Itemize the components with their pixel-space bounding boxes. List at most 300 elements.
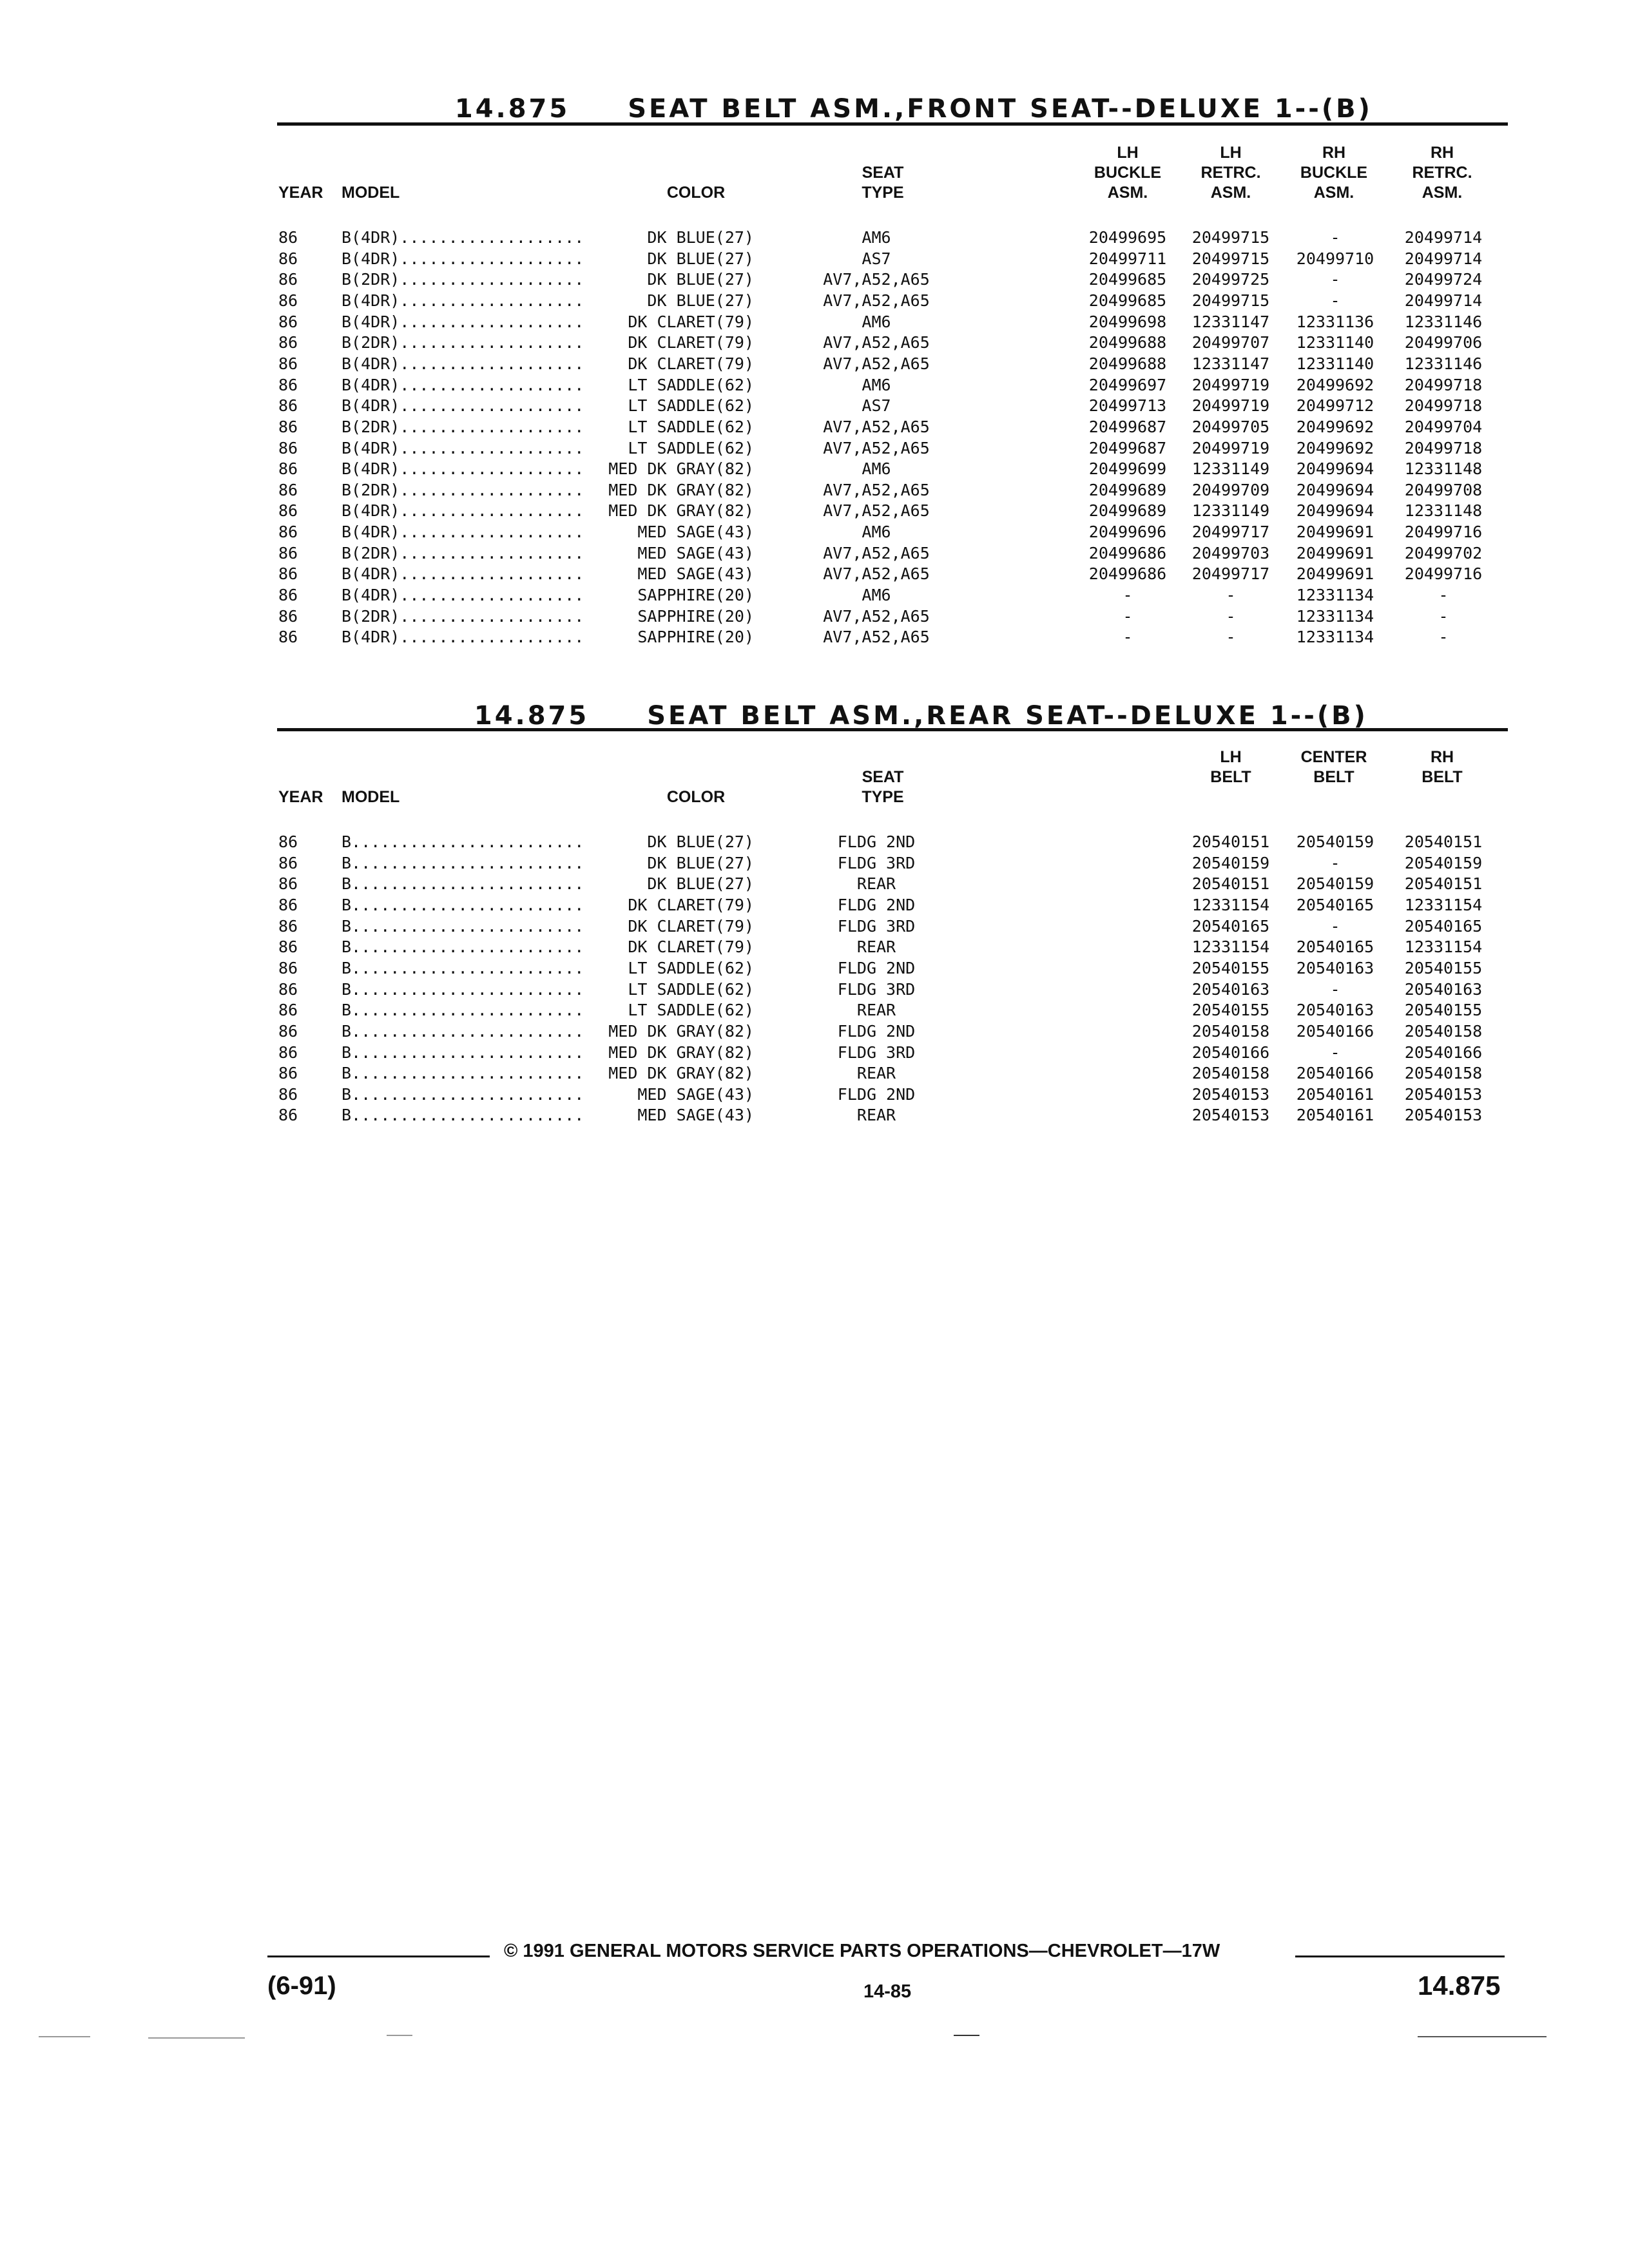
front-header-color: COLOR — [666, 184, 726, 202]
scan-speck — [39, 2036, 90, 2037]
color-cell: DK BLUE(27) — [647, 228, 754, 247]
seat-type-cell: AV7,A52,A65 — [823, 417, 930, 436]
rear-table-row — [0, 999, 1629, 1021]
seat-type-cell: AV7,A52,A65 — [823, 606, 930, 626]
model-cell: B........................ — [342, 1043, 584, 1062]
center-belt-cell: 20540166 — [1296, 1021, 1374, 1041]
year-cell: 86 — [278, 853, 298, 872]
rh-buckle-asm-cell: 20499712 — [1296, 396, 1374, 416]
seat-type-cell: FLDG 2ND — [837, 1021, 916, 1041]
rear-header-lh-belt: LH BELT — [1210, 748, 1251, 786]
rear-table-row — [0, 1021, 1629, 1042]
front-table-row — [0, 437, 1629, 459]
front-table-row — [0, 248, 1629, 269]
rear-table-row — [0, 957, 1629, 979]
year-cell: 86 — [278, 438, 298, 457]
year-cell: 86 — [278, 564, 298, 584]
scan-speck — [387, 2035, 412, 2036]
seat-type-cell: FLDG 2ND — [837, 895, 916, 914]
year-cell: 86 — [278, 937, 298, 957]
year-cell: 86 — [278, 417, 298, 436]
lh-retrc-asm-cell: 20499715 — [1191, 249, 1270, 268]
rh-retrc-asm-cell: 20499708 — [1404, 480, 1483, 499]
front-table-row — [0, 353, 1629, 374]
rh-retrc-asm-cell: 12331148 — [1404, 459, 1483, 479]
rh-belt-cell: 20540151 — [1404, 832, 1483, 851]
lh-retrc-asm-cell: 20499709 — [1191, 480, 1270, 499]
model-cell: B........................ — [342, 832, 584, 851]
model-cell: B(4DR)................... — [342, 249, 584, 268]
lh-buckle-asm-cell: 20499686 — [1088, 564, 1167, 584]
seat-type-cell: AV7,A52,A65 — [823, 501, 930, 521]
rh-buckle-asm-cell: 20499692 — [1296, 438, 1374, 457]
model-cell: B(4DR)................... — [342, 586, 584, 605]
front-top-rule — [277, 122, 1508, 126]
center-belt-cell: 20540159 — [1296, 874, 1374, 894]
color-cell: DK CLARET(79) — [628, 312, 754, 331]
rh-buckle-asm-cell: 12331136 — [1296, 312, 1374, 331]
footer-rule-left — [267, 1956, 490, 1957]
lh-retrc-asm-cell: 20499719 — [1191, 375, 1270, 394]
color-cell: DK BLUE(27) — [647, 291, 754, 310]
year-cell: 86 — [278, 228, 298, 247]
model-cell: B(2DR)................... — [342, 333, 584, 352]
rh-belt-cell: 20540158 — [1404, 1064, 1483, 1083]
seat-type-cell: AV7,A52,A65 — [823, 354, 930, 373]
model-cell: B(4DR)................... — [342, 564, 584, 584]
model-cell: B(2DR)................... — [342, 480, 584, 499]
year-cell: 86 — [278, 396, 298, 416]
rh-retrc-asm-cell: 12331146 — [1404, 354, 1483, 373]
front-table-row — [0, 395, 1629, 416]
color-cell: MED DK GRAY(82) — [608, 480, 754, 499]
front-table-row — [0, 521, 1629, 543]
seat-type-cell: FLDG 2ND — [837, 1084, 916, 1104]
scan-speck — [954, 2035, 979, 2036]
year-cell: 86 — [278, 270, 298, 289]
model-cell: B........................ — [342, 916, 584, 936]
lh-belt-cell: 20540155 — [1191, 1001, 1270, 1020]
model-cell: B........................ — [342, 1106, 584, 1125]
front-table-row — [0, 374, 1629, 396]
lh-buckle-asm-cell: 20499695 — [1088, 228, 1167, 247]
seat-type-cell: AV7,A52,A65 — [823, 270, 930, 289]
color-cell: LT SADDLE(62) — [628, 438, 754, 457]
seat-type-cell: AV7,A52,A65 — [823, 480, 930, 499]
lh-retrc-asm-cell: 20499719 — [1191, 396, 1270, 416]
year-cell: 86 — [278, 523, 298, 542]
rh-buckle-asm-cell: 20499691 — [1296, 564, 1374, 584]
color-cell: SAPPHIRE(20) — [637, 628, 754, 647]
center-belt-cell: - — [1330, 916, 1340, 936]
seat-type-cell: FLDG 3RD — [837, 979, 916, 999]
front-table-row — [0, 458, 1629, 479]
center-belt-cell: - — [1330, 853, 1340, 872]
lh-belt-cell: 12331154 — [1191, 895, 1270, 914]
rear-table-row — [0, 1062, 1629, 1084]
lh-buckle-asm-cell: - — [1123, 586, 1133, 605]
rh-retrc-asm-cell: 20499714 — [1404, 249, 1483, 268]
color-cell: DK CLARET(79) — [628, 333, 754, 352]
rh-buckle-asm-cell: 12331134 — [1296, 628, 1374, 647]
year-cell: 86 — [278, 1084, 298, 1104]
lh-buckle-asm-cell: 20499699 — [1088, 459, 1167, 479]
seat-type-cell: FLDG 2ND — [837, 832, 916, 851]
year-cell: 86 — [278, 586, 298, 605]
lh-belt-cell: 20540158 — [1191, 1021, 1270, 1041]
model-cell: B(4DR)................... — [342, 312, 584, 331]
rear-section-title — [451, 671, 1368, 731]
front-table-row — [0, 416, 1629, 437]
year-cell: 86 — [278, 606, 298, 626]
lh-retrc-asm-cell: 12331149 — [1191, 459, 1270, 479]
seat-type-cell: FLDG 2ND — [837, 958, 916, 977]
model-cell: B(4DR)................... — [342, 375, 584, 394]
lh-belt-cell: 20540166 — [1191, 1043, 1270, 1062]
year-cell: 86 — [278, 979, 298, 999]
rh-belt-cell: 20540153 — [1404, 1106, 1483, 1125]
lh-belt-cell: 20540155 — [1191, 958, 1270, 977]
front-table-row — [0, 227, 1629, 248]
rh-belt-cell: 20540165 — [1404, 916, 1483, 936]
model-cell: B(4DR)................... — [342, 628, 584, 647]
front-table-row — [0, 332, 1629, 353]
lh-buckle-asm-cell: 20499688 — [1088, 333, 1167, 352]
seat-type-cell: FLDG 3RD — [837, 916, 916, 936]
color-cell: DK CLARET(79) — [628, 895, 754, 914]
rear-header-rh-belt: RH BELT — [1422, 748, 1463, 786]
seat-type-cell: REAR — [856, 1106, 896, 1125]
year-cell: 86 — [278, 832, 298, 851]
color-cell: LT SADDLE(62) — [628, 396, 754, 416]
year-cell: 86 — [278, 501, 298, 521]
rh-retrc-asm-cell: 20499704 — [1404, 417, 1483, 436]
rh-buckle-asm-cell: 12331134 — [1296, 586, 1374, 605]
model-cell: B(4DR)................... — [342, 459, 584, 479]
rh-buckle-asm-cell: 20499691 — [1296, 523, 1374, 542]
rh-buckle-asm-cell: 20499694 — [1296, 459, 1374, 479]
rh-retrc-asm-cell: - — [1438, 606, 1449, 626]
seat-type-cell: AS7 — [862, 396, 891, 416]
lh-retrc-asm-cell: 12331147 — [1191, 354, 1270, 373]
rh-belt-cell: 12331154 — [1404, 937, 1483, 957]
model-cell: B........................ — [342, 1021, 584, 1041]
rh-buckle-asm-cell: - — [1330, 291, 1340, 310]
seat-type-cell: AM6 — [862, 459, 891, 479]
front-section-number: 14.875 — [454, 94, 570, 124]
color-cell: DK BLUE(27) — [647, 832, 754, 851]
lh-retrc-asm-cell: 20499703 — [1191, 543, 1270, 562]
rh-belt-cell: 20540151 — [1404, 874, 1483, 894]
rh-buckle-asm-cell: 12331140 — [1296, 333, 1374, 352]
color-cell: LT SADDLE(62) — [628, 1001, 754, 1020]
front-table-row — [0, 543, 1629, 564]
model-cell: B(2DR)................... — [342, 417, 584, 436]
front-table-row — [0, 584, 1629, 606]
rear-section-number: 14.875 — [474, 701, 590, 731]
lh-belt-cell: 20540158 — [1191, 1064, 1270, 1083]
rh-buckle-asm-cell: 20499692 — [1296, 417, 1374, 436]
year-cell: 86 — [278, 291, 298, 310]
seat-type-cell: AV7,A52,A65 — [823, 438, 930, 457]
year-cell: 86 — [278, 459, 298, 479]
front-section-title — [432, 64, 1373, 124]
lh-retrc-asm-cell: 12331147 — [1191, 312, 1270, 331]
front-header-rh-buckle: RH BUCKLE ASM. — [1300, 144, 1368, 202]
color-cell: MED SAGE(43) — [637, 564, 754, 584]
color-cell: LT SADDLE(62) — [628, 417, 754, 436]
rh-buckle-asm-cell: 20499694 — [1296, 501, 1374, 521]
rear-table-row — [0, 916, 1629, 937]
rh-retrc-asm-cell: 20499724 — [1404, 270, 1483, 289]
rh-belt-cell: 20540163 — [1404, 979, 1483, 999]
year-cell: 86 — [278, 916, 298, 936]
rh-retrc-asm-cell: 20499714 — [1404, 291, 1483, 310]
lh-belt-cell: 20540163 — [1191, 979, 1270, 999]
color-cell: SAPPHIRE(20) — [637, 606, 754, 626]
lh-retrc-asm-cell: 20499717 — [1191, 564, 1270, 584]
front-table-row — [0, 606, 1629, 627]
year-cell: 86 — [278, 543, 298, 562]
rear-table-row — [0, 831, 1629, 852]
rh-retrc-asm-cell: 20499702 — [1404, 543, 1483, 562]
center-belt-cell: 20540161 — [1296, 1106, 1374, 1125]
lh-buckle-asm-cell: 20499689 — [1088, 501, 1167, 521]
seat-type-cell: AV7,A52,A65 — [823, 291, 930, 310]
model-cell: B........................ — [342, 1064, 584, 1083]
center-belt-cell: 20540163 — [1296, 958, 1374, 977]
rh-belt-cell: 20540155 — [1404, 958, 1483, 977]
seat-type-cell: FLDG 3RD — [837, 853, 916, 872]
lh-retrc-asm-cell: 12331149 — [1191, 501, 1270, 521]
seat-type-cell: AM6 — [862, 523, 891, 542]
rh-retrc-asm-cell: 20499718 — [1404, 375, 1483, 394]
model-cell: B(4DR)................... — [342, 396, 584, 416]
front-table-row — [0, 626, 1629, 648]
model-cell: B(4DR)................... — [342, 501, 584, 521]
model-cell: B........................ — [342, 937, 584, 957]
rh-retrc-asm-cell: 20499718 — [1404, 396, 1483, 416]
rear-table-row — [0, 873, 1629, 894]
rh-belt-cell: 20540153 — [1404, 1084, 1483, 1104]
rh-retrc-asm-cell: 20499714 — [1404, 228, 1483, 247]
lh-retrc-asm-cell: - — [1226, 586, 1236, 605]
center-belt-cell: 20540165 — [1296, 937, 1374, 957]
year-cell: 86 — [278, 354, 298, 373]
front-table-row — [0, 311, 1629, 332]
color-cell: MED SAGE(43) — [637, 543, 754, 562]
rh-buckle-asm-cell: 20499710 — [1296, 249, 1374, 268]
lh-retrc-asm-cell: 20499725 — [1191, 270, 1270, 289]
lh-retrc-asm-cell: - — [1226, 606, 1236, 626]
rh-buckle-asm-cell: - — [1330, 228, 1340, 247]
year-cell: 86 — [278, 1021, 298, 1041]
year-cell: 86 — [278, 1064, 298, 1083]
footer-section-number: 14.875 — [1418, 1970, 1501, 2001]
rh-buckle-asm-cell: 20499691 — [1296, 543, 1374, 562]
front-section-heading: SEAT BELT ASM.,FRONT SEAT--DELUXE 1--(B) — [628, 94, 1373, 124]
lh-buckle-asm-cell: 20499685 — [1088, 291, 1167, 310]
seat-type-cell: REAR — [856, 937, 896, 957]
rh-belt-cell: 20540158 — [1404, 1021, 1483, 1041]
seat-type-cell: AV7,A52,A65 — [823, 333, 930, 352]
color-cell: LT SADDLE(62) — [628, 979, 754, 999]
center-belt-cell: - — [1330, 1043, 1340, 1062]
lh-buckle-asm-cell: 20499689 — [1088, 480, 1167, 499]
model-cell: B........................ — [342, 895, 584, 914]
model-cell: B(4DR)................... — [342, 291, 584, 310]
seat-type-cell: AM6 — [862, 228, 891, 247]
color-cell: LT SADDLE(62) — [628, 958, 754, 977]
lh-buckle-asm-cell: 20499688 — [1088, 354, 1167, 373]
front-header-model: MODEL — [342, 184, 400, 202]
seat-type-cell: AS7 — [862, 249, 891, 268]
rh-belt-cell: 20540155 — [1404, 1001, 1483, 1020]
color-cell: MED DK GRAY(82) — [608, 1043, 754, 1062]
model-cell: B(4DR)................... — [342, 523, 584, 542]
lh-belt-cell: 20540165 — [1191, 916, 1270, 936]
model-cell: B(2DR)................... — [342, 543, 584, 562]
rh-retrc-asm-cell: 20499706 — [1404, 333, 1483, 352]
front-header-rh-retrc: RH RETRC. ASM. — [1412, 144, 1472, 202]
model-cell: B(4DR)................... — [342, 354, 584, 373]
center-belt-cell: 20540166 — [1296, 1064, 1374, 1083]
rear-header-model: MODEL — [342, 788, 400, 806]
model-cell: B........................ — [342, 958, 584, 977]
color-cell: DK BLUE(27) — [647, 270, 754, 289]
rh-belt-cell: 20540166 — [1404, 1043, 1483, 1062]
rh-buckle-asm-cell: 20499694 — [1296, 480, 1374, 499]
rear-table-row — [0, 979, 1629, 1000]
rear-header-seat-type: SEAT TYPE — [862, 768, 904, 806]
lh-belt-cell: 20540153 — [1191, 1106, 1270, 1125]
lh-retrc-asm-cell: 20499715 — [1191, 291, 1270, 310]
lh-buckle-asm-cell: 20499698 — [1088, 312, 1167, 331]
rh-belt-cell: 20540159 — [1404, 853, 1483, 872]
model-cell: B........................ — [342, 979, 584, 999]
front-header-seat-type: SEAT TYPE — [862, 164, 904, 202]
center-belt-cell: 20540159 — [1296, 832, 1374, 851]
color-cell: DK CLARET(79) — [628, 354, 754, 373]
front-header-lh-retrc: LH RETRC. ASM. — [1200, 144, 1261, 202]
seat-type-cell: AM6 — [862, 586, 891, 605]
color-cell: DK BLUE(27) — [647, 249, 754, 268]
rh-buckle-asm-cell: 12331134 — [1296, 606, 1374, 626]
color-cell: MED SAGE(43) — [637, 1106, 754, 1125]
scan-speck — [148, 2037, 245, 2039]
center-belt-cell: 20540163 — [1296, 1001, 1374, 1020]
lh-retrc-asm-cell: 20499715 — [1191, 228, 1270, 247]
rh-retrc-asm-cell: 20499716 — [1404, 523, 1483, 542]
year-cell: 86 — [278, 375, 298, 394]
year-cell: 86 — [278, 628, 298, 647]
rh-retrc-asm-cell: - — [1438, 586, 1449, 605]
footer-rule-right — [1295, 1956, 1505, 1957]
color-cell: DK BLUE(27) — [647, 874, 754, 894]
footer-page-number: 14-85 — [863, 1981, 912, 2002]
year-cell: 86 — [278, 333, 298, 352]
model-cell: B........................ — [342, 853, 584, 872]
rear-table-row — [0, 1104, 1629, 1126]
lh-retrc-asm-cell: 20499717 — [1191, 523, 1270, 542]
lh-belt-cell: 20540151 — [1191, 874, 1270, 894]
center-belt-cell: 20540165 — [1296, 895, 1374, 914]
color-cell: DK BLUE(27) — [647, 853, 754, 872]
color-cell: MED DK GRAY(82) — [608, 1021, 754, 1041]
lh-buckle-asm-cell: 20499711 — [1088, 249, 1167, 268]
rh-buckle-asm-cell: 20499692 — [1296, 375, 1374, 394]
rh-retrc-asm-cell: 20499718 — [1404, 438, 1483, 457]
year-cell: 86 — [278, 1043, 298, 1062]
model-cell: B(2DR)................... — [342, 270, 584, 289]
model-cell: B(2DR)................... — [342, 606, 584, 626]
lh-buckle-asm-cell: - — [1123, 606, 1133, 626]
rear-section-heading: SEAT BELT ASM.,REAR SEAT--DELUXE 1--(B) — [647, 701, 1368, 731]
color-cell: SAPPHIRE(20) — [637, 586, 754, 605]
rh-retrc-asm-cell: 12331148 — [1404, 501, 1483, 521]
center-belt-cell: - — [1330, 979, 1340, 999]
lh-retrc-asm-cell: - — [1226, 628, 1236, 647]
seat-type-cell: REAR — [856, 1001, 896, 1020]
front-table-row — [0, 479, 1629, 501]
color-cell: LT SADDLE(62) — [628, 375, 754, 394]
lh-retrc-asm-cell: 20499705 — [1191, 417, 1270, 436]
rh-buckle-asm-cell: 12331140 — [1296, 354, 1374, 373]
color-cell: MED DK GRAY(82) — [608, 1064, 754, 1083]
lh-belt-cell: 12331154 — [1191, 937, 1270, 957]
footer-date: (6-91) — [267, 1972, 336, 2000]
lh-buckle-asm-cell: 20499687 — [1088, 438, 1167, 457]
year-cell: 86 — [278, 312, 298, 331]
model-cell: B(4DR)................... — [342, 438, 584, 457]
rear-header-color: COLOR — [666, 788, 726, 806]
color-cell: MED SAGE(43) — [637, 523, 754, 542]
scan-speck — [1418, 2036, 1547, 2037]
rh-retrc-asm-cell: - — [1438, 628, 1449, 647]
year-cell: 86 — [278, 1106, 298, 1125]
front-header-lh-buckle: LH BUCKLE ASM. — [1094, 144, 1162, 202]
front-table-row — [0, 290, 1629, 311]
year-cell: 86 — [278, 895, 298, 914]
model-cell: B........................ — [342, 1001, 584, 1020]
lh-belt-cell: 20540159 — [1191, 853, 1270, 872]
front-table-row — [0, 500, 1629, 521]
year-cell: 86 — [278, 1001, 298, 1020]
color-cell: DK CLARET(79) — [628, 937, 754, 957]
seat-type-cell: AV7,A52,A65 — [823, 628, 930, 647]
lh-buckle-asm-cell: 20499696 — [1088, 523, 1167, 542]
lh-belt-cell: 20540151 — [1191, 832, 1270, 851]
front-table-row — [0, 563, 1629, 584]
rear-table-row — [0, 1084, 1629, 1105]
model-cell: B........................ — [342, 1084, 584, 1104]
front-header-year: YEAR — [278, 184, 323, 202]
seat-type-cell: REAR — [856, 1064, 896, 1083]
seat-type-cell: AV7,A52,A65 — [823, 564, 930, 584]
lh-retrc-asm-cell: 20499707 — [1191, 333, 1270, 352]
color-cell: DK CLARET(79) — [628, 916, 754, 936]
model-cell: B........................ — [342, 874, 584, 894]
rh-buckle-asm-cell: - — [1330, 270, 1340, 289]
rh-retrc-asm-cell: 20499716 — [1404, 564, 1483, 584]
rear-table-row — [0, 936, 1629, 957]
color-cell: MED DK GRAY(82) — [608, 501, 754, 521]
lh-belt-cell: 20540153 — [1191, 1084, 1270, 1104]
year-cell: 86 — [278, 874, 298, 894]
lh-buckle-asm-cell: - — [1123, 628, 1133, 647]
year-cell: 86 — [278, 249, 298, 268]
rh-retrc-asm-cell: 12331146 — [1404, 312, 1483, 331]
